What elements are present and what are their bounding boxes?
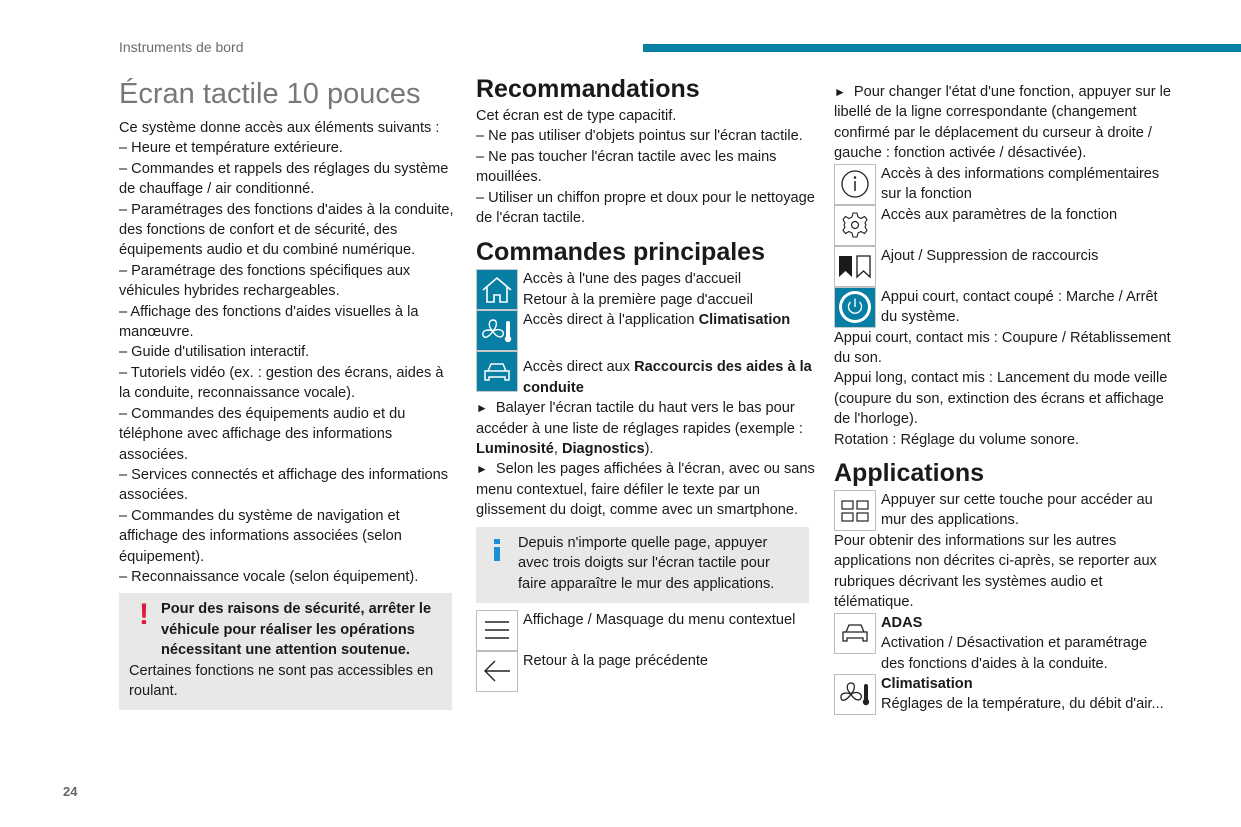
app-entry-climatisation xyxy=(834,674,1174,715)
control-home: Accès à l'une des pages d'accueil Retour à la première page d'accueil xyxy=(476,269,816,310)
list-item: – Ne pas toucher l'écran tactile avec les mains mouillées. xyxy=(476,148,777,186)
instruction-swipe: ► Balayer l'écran tactile du haut vers le bas pour accéder à une liste de réglages rapides (exemple : Luminosité, Diagnostics). xyxy=(476,400,803,458)
power-detail: Appui long, contact mis : Lancement du mode veille (coupure du son, extinction des écrans et affichage de l'horloge). xyxy=(834,370,1168,428)
app-entry-adas xyxy=(834,613,1174,674)
warning-bold-text: Pour des raisons de sécurité, arrêter le véhicule pour réaliser les opérations nécessitant une attention soutenue. xyxy=(161,601,432,659)
list-item: – Heure et température extérieure. xyxy=(119,140,343,157)
apps-wall: Appuyer sur cette touche pour accéder au mur des applications. xyxy=(834,490,1174,531)
column-functions-applications xyxy=(834,82,1174,715)
back-arrow-icon xyxy=(476,651,518,692)
section-title-commandes: Commandes principales xyxy=(476,238,765,267)
function-icon-list xyxy=(834,164,1174,328)
column-recommendations xyxy=(476,72,816,692)
fan-thermometer-icon xyxy=(476,310,518,351)
info-circle-icon xyxy=(834,164,876,205)
page-number: 24 xyxy=(63,784,78,799)
list-item: – Commandes des équipements audio et du téléphone avec affichage des informations associées. xyxy=(119,405,406,463)
info-icon xyxy=(494,539,500,561)
main-controls-icon-list xyxy=(476,269,816,398)
app-description: Activation / Désactivation et paramétrage des fonctions d'aides à la conduite. xyxy=(881,635,1148,672)
power-detail: Appui court, contact mis : Coupure / Rétablissement du son. xyxy=(834,329,1171,367)
instruction-scroll: ► Selon les pages affichées à l'écran, avec ou sans menu contextuel, faire défiler le texte par un glissement du doigt, comme avec un smartphone. xyxy=(476,461,815,519)
page-title: Écran tactile 10 pouces xyxy=(119,78,421,110)
intro-text: Ce système donne accès aux éléments suivants : xyxy=(119,120,440,136)
control-back: Retour à la page précédente xyxy=(476,651,816,692)
list-item: – Affichage des fonctions d'aides visuelles à la manœuvre. xyxy=(119,303,419,341)
column-touchscreen-overview xyxy=(119,72,455,710)
intro-text: Cet écran est de type capacitif. xyxy=(476,108,677,124)
list-item: – Paramétrage des fonctions spécifiques aux véhicules hybrides rechargeables. xyxy=(119,262,411,300)
list-item: – Guide d'utilisation interactif. xyxy=(119,344,310,361)
section-title-recommandations: Recommandations xyxy=(476,75,700,103)
triangle-bullet-icon: ► xyxy=(476,401,488,416)
section-title-applications: Applications xyxy=(834,459,985,488)
list-item: – Ne pas utiliser d'objets pointus sur l'écran tactile. xyxy=(476,128,803,145)
control-climate: Accès direct à l'application Climatisation xyxy=(476,310,816,351)
bookmark-icon xyxy=(834,246,876,287)
exclamation-icon: ! xyxy=(139,598,149,632)
app-title: Climatisation xyxy=(881,675,973,692)
apps-grid-icon xyxy=(834,490,876,531)
fan-thermometer-icon xyxy=(834,674,876,715)
control-context-menu: Affichage / Masquage du menu contextuel xyxy=(476,610,816,651)
car-icon xyxy=(476,351,518,392)
control-driving-aids: Accès direct aux Raccourcis des aides à la conduite xyxy=(476,351,816,398)
app-title: ADAS xyxy=(881,614,923,631)
function-info: Accès à des informations complémentaires sur la fonction xyxy=(834,164,1174,205)
instruction-toggle-function: ► Pour changer l'état d'une fonction, appuyer sur le libellé de la ligne correspondante (changement confirmé par le déplacement du curseur à droite / gauche : fonction activée / désactivée). xyxy=(834,84,1171,162)
function-settings: Accès aux paramètres de la fonction xyxy=(834,205,1174,246)
menu-icon xyxy=(476,610,518,651)
list-item: – Services connectés et affichage des informations associées. xyxy=(119,466,449,504)
list-item: – Tutoriels vidéo (ex. : gestion des écrans, aides à la conduite, reconnaissance vocale). xyxy=(119,364,444,402)
function-power: Appui court, contact coupé : Marche / Arrêt du système. xyxy=(834,287,1174,328)
gear-icon xyxy=(834,205,876,246)
list-item: – Reconnaissance vocale (selon équipement). xyxy=(119,568,419,585)
apps-note: Pour obtenir des informations sur les autres applications non décrites ci-après, se reporter aux rubriques décrivant les systèmes audio et télématique. xyxy=(834,533,1157,611)
list-item: – Utiliser un chiffon propre et doux pour le nettoyage de l'écran tactile. xyxy=(476,189,815,227)
car-icon xyxy=(834,613,876,654)
header-accent-bar xyxy=(643,44,1241,52)
list-item: – Paramétrages des fonctions d'aides à la conduite, des fonctions de confort et de sécurité, des équipements audio et du combiné numérique. xyxy=(119,201,454,259)
warning-text: Certaines fonctions ne sont pas accessibles en roulant. xyxy=(129,662,434,699)
home-icon xyxy=(476,269,518,310)
safety-warning-box xyxy=(119,593,452,710)
function-shortcuts: Ajout / Suppression de raccourcis xyxy=(834,246,1174,287)
list-item: – Commandes et rappels des réglages du système de chauffage / air conditionné. xyxy=(119,160,449,198)
triangle-bullet-icon: ► xyxy=(476,462,488,477)
triangle-bullet-icon: ► xyxy=(834,85,846,99)
power-icon xyxy=(834,287,876,328)
list-item: – Commandes du système de navigation et affichage des informations associées (selon équipement). xyxy=(119,507,402,565)
power-detail: Rotation : Réglage du volume sonore. xyxy=(834,431,1080,448)
navigation-icon-list xyxy=(476,610,816,692)
running-header: Instruments de bord xyxy=(119,39,244,55)
info-note-box: Depuis n'importe quelle page, appuyer avec trois doigts sur l'écran tactile pour faire apparaître le mur des applications. xyxy=(476,527,809,603)
app-description: Réglages de la température, du débit d'air... xyxy=(881,696,1164,713)
